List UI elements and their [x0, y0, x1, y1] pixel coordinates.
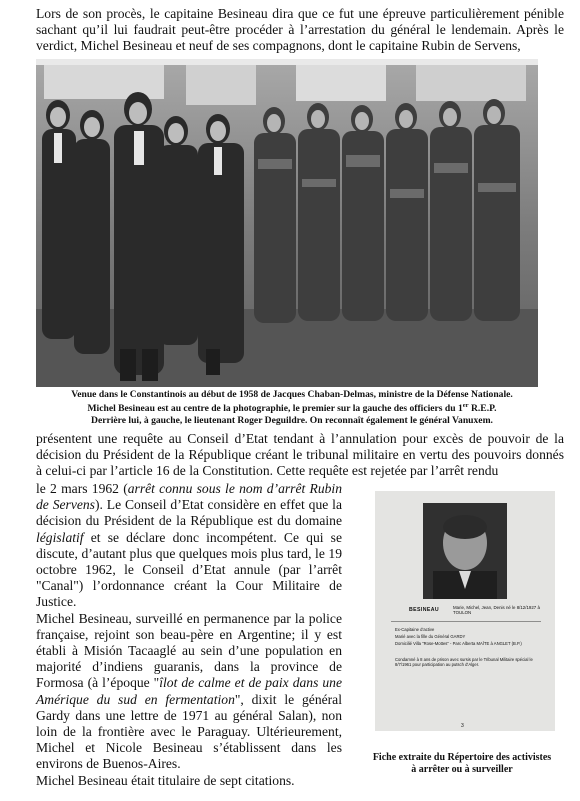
middle-paragraph — [36, 431, 564, 480]
caption-line-3: Derrière lui, à gauche, le lieutenant Roger Deguildre. On reconnaît également le général Vanuxem. — [91, 415, 493, 426]
historical-photograph — [36, 59, 538, 387]
middle-text: présentent une requête au Conseil d’Etat tendant à l’annulation pour excès de pouvoir de la décision du Président de la République créant le tribunal militaire en vertu des pouvoirs donnés à celui-ci par l’article 16 de la Constitution. Cette requête est rejetée par l’arrêt rendu — [36, 431, 564, 479]
fiche-caption-line-2: à arrêter ou à surveiller — [411, 764, 513, 775]
text-span: et se déclare donc incompétent. Ce qui se discute, d’autant plus que quelques mois plus tard, le 19 octobre 1962, le Conseil d’Etat annule (par l’arrêt "Canal") l’ordonnance créant la Cour Militaire de Justice. — [36, 529, 342, 610]
caption-line-1: Venue dans le Constantinois au début de 1958 de Jacques Chaban-Delmas, ministre de la Défense Nationale. — [71, 389, 513, 400]
italic-span: législatif — [36, 529, 84, 545]
intro-text: Lors de son procès, le capitaine Besineau dira que ce fut une épreuve particulièrement pénible sachant qu’il lui faudrait peut-être procéder à l’arrestation du général le lendemain. Après le verdict, Michel Besineau et neuf de ses compagnons, dont le capitaine Rubin de Servens, — [36, 6, 564, 54]
paragraph-citations: Michel Besineau était titulaire de sept citations. — [36, 772, 295, 788]
fiche-note: Domicilié Villa "Rose-Mottes" - Parc Alberta MAÎTE à ANGLET (B.P.) — [395, 641, 522, 647]
text-span: ). Le Conseil d’Etat considère en effet que la décision du Président de la République est du domaine — [36, 497, 342, 529]
photograph-illustration — [36, 59, 538, 387]
fiche-caption-line-1: Fiche extraite du Répertoire des activistes — [372, 752, 552, 763]
caption-superscript: er — [462, 402, 469, 410]
paragraph-argentine — [36, 611, 342, 773]
caption-line-2-text: Michel Besineau est au centre de la photographie, le premier sur la gauche des officiers du 1 — [87, 403, 463, 415]
text-span: Michel Besineau, surveillé en permanence par la police française, rejoint son beau-père en Argentine; il y est établi à Misión Tacaaglé au sein d’une population en majorité d’indiens guaranis, dans la province de Formosa (à l’époque " — [36, 610, 342, 691]
intro-paragraph — [36, 6, 564, 55]
caption-line-2 — [36, 400, 548, 415]
fiche-notes — [395, 627, 545, 649]
caption-line-2-end: R.E.P. — [468, 403, 497, 415]
fiche-caption — [362, 752, 562, 776]
fiche-note: Ex-Capitaine d’active — [395, 627, 435, 632]
fiche-page-number: 3 — [461, 723, 464, 729]
italic-span: îlot de calme et de paix dans une Amérique du sud en fermentation — [36, 675, 342, 707]
fiche-card-image — [375, 491, 555, 731]
fiche-identity: Marie, Michel, Jean, Denis né le 8/12/1927 à TOULON — [453, 605, 540, 616]
fiche-surname: BESINEAU — [409, 607, 440, 613]
text-span: ", dixit le général Gardy dans une lettre de 1971 au général Salan), non loin de la frontière avec le Paraguay. Ultérieurement, Michel et Nicole Besineau s’établissent dans les environs de Buenos-Aires. — [36, 691, 342, 772]
paragraph-conseil-etat — [36, 481, 342, 611]
italic-span: arrêt connu sous le nom d’arrêt Rubin de Servens — [36, 481, 342, 513]
left-column-text — [36, 481, 342, 789]
photo-caption — [36, 389, 548, 426]
text-span: le 2 mars 1962 ( — [36, 481, 128, 496]
fiche-note: Marié avec la fille du Général GARDY — [395, 634, 466, 640]
fiche-sentence: Condamné à 8 ans de prison avec sursis par le Tribunal Militaire spécial le 8/7/1961 pour participation au putsch d’Alger. — [395, 657, 533, 668]
